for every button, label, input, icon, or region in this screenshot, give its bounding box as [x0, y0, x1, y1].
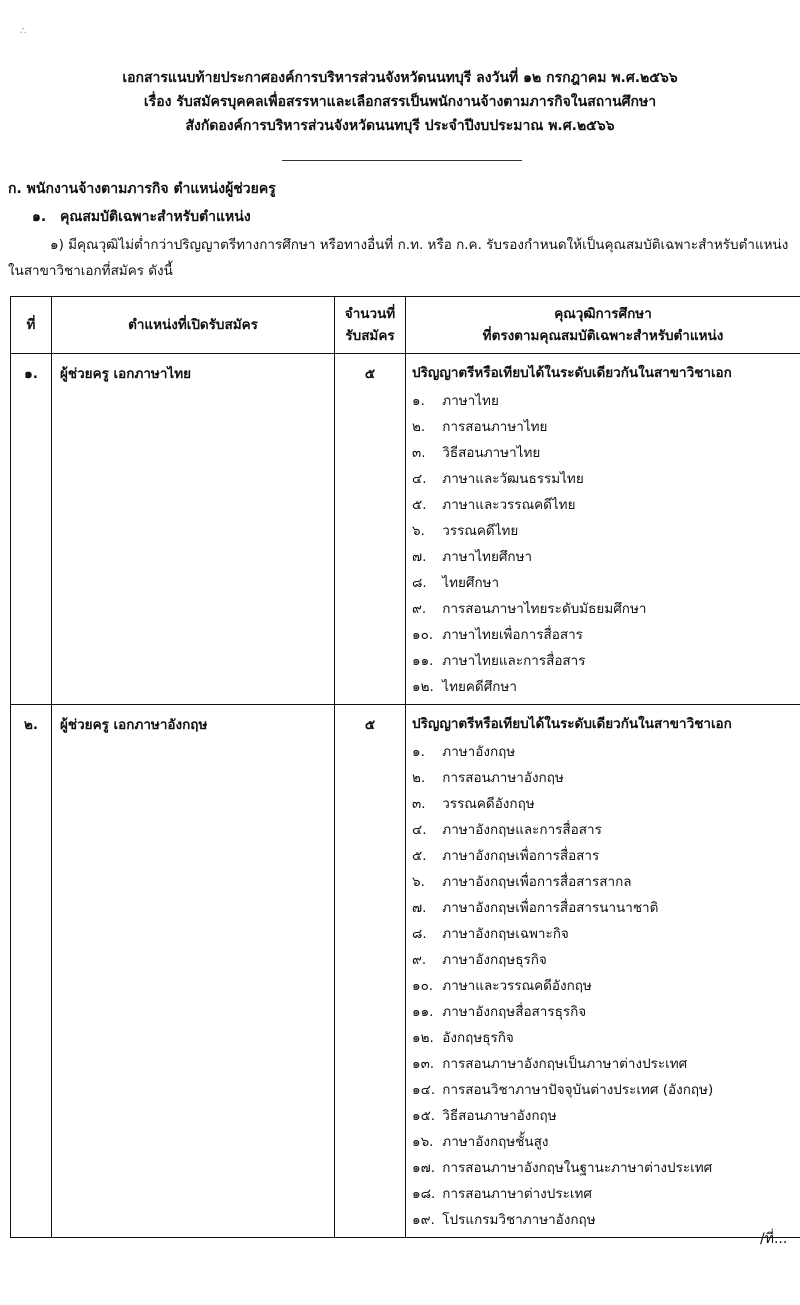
header-qual-line-2: ที่ตรงตามคุณสมบัติเฉพาะสำหรับตำแหน่ง [482, 328, 724, 344]
qualification-item [412, 1181, 796, 1207]
page-continuation: /ที่... [760, 1231, 788, 1247]
qualification-item-number: ๓. [412, 445, 426, 461]
qualification-item [412, 791, 796, 817]
qualification-item-number: ๗. [412, 900, 427, 916]
qualification-item-text: ภาษาอังกฤษและการสื่อสาร [442, 822, 602, 838]
qualification-item [412, 921, 796, 947]
qualification-item-number: ๔. [412, 822, 427, 838]
qualification-heading: ปริญญาตรีหรือเทียบได้ในระดับเดียวกันในสาขาวิชาเอก [412, 365, 732, 381]
qualification-list [412, 388, 796, 700]
qualification-item-text: ภาษาอังกฤษชั้นสูง [442, 1134, 549, 1150]
qualification-item-text: วิธีสอนภาษาไทย [442, 445, 541, 461]
header-line-1: เอกสารแนบท้ายประกาศองค์การบริหารส่วนจังหวัดนนทบุรี ลงวันที่ ๑๒ กรกฎาคม พ.ศ.๒๕๖๖ [122, 70, 678, 86]
qualification-item [412, 466, 796, 492]
qualification-item-number: ๑๔. [412, 1082, 436, 1098]
qualification-item-text: การสอนภาษาอังกฤษ [442, 770, 564, 786]
section-a-heading: ก. พนักงานจ้างตามภารกิจ ตำแหน่งผู้ช่วยครู [8, 181, 276, 197]
qualification-item-number: ๓. [412, 796, 426, 812]
qualification-item-number: ๑๓. [412, 1056, 435, 1072]
row-qualifications [406, 354, 800, 705]
table-header-row [11, 297, 800, 354]
row-count: ๕ [335, 705, 406, 1238]
qualification-item-text: การสอนภาษาอังกฤษเป็นภาษาต่างประเทศ [442, 1056, 688, 1072]
qualification-item [412, 947, 796, 973]
qualification-item-number: ๑๑. [412, 1004, 434, 1020]
qualification-item-text: ภาษาและวัฒนธรรมไทย [442, 471, 584, 487]
qualification-item [412, 622, 796, 648]
qualification-item-text: ภาษาไทยศึกษา [442, 549, 533, 565]
qualification-item [412, 570, 796, 596]
row-number: ๒. [11, 705, 52, 1238]
qualification-item-text: ภาษาไทยเพื่อการสื่อสาร [442, 627, 583, 643]
header-no: ที่ [11, 297, 52, 354]
qualification-item-number: ๑๒. [412, 679, 434, 695]
qualification-item [412, 765, 796, 791]
qualification-item-text: ภาษาอังกฤษเฉพาะกิจ [442, 926, 569, 942]
qualification-item-text: ภาษาอังกฤษสื่อสารธุรกิจ [442, 1004, 587, 1020]
qualification-item-text: วิธีสอนภาษาอังกฤษ [442, 1108, 557, 1124]
qualification-item-number: ๑๗. [412, 1160, 436, 1176]
qualification-item [412, 492, 796, 518]
qualification-item [412, 674, 796, 700]
qualification-item [412, 518, 796, 544]
qualification-item [412, 843, 796, 869]
qualification-heading: ปริญญาตรีหรือเทียบได้ในระดับเดียวกันในสาขาวิชาเอก [412, 716, 732, 732]
qualification-item-text: ภาษาและวรรณคดีอังกฤษ [442, 978, 592, 994]
section-1-number: ๑. [32, 209, 47, 225]
positions-table [10, 296, 800, 1238]
qualification-item [412, 414, 796, 440]
qualification-item [412, 440, 796, 466]
qualification-list [412, 739, 796, 1233]
header-line-3: สังกัดองค์การบริหารส่วนจังหวัดนนทบุรี ประจำปีงบประมาณ พ.ศ.๒๕๖๖ [185, 118, 615, 134]
section-1-heading [32, 206, 251, 228]
qualification-item [412, 973, 796, 999]
qualification-item [412, 895, 796, 921]
qualification-item [412, 596, 796, 622]
row-number: ๑. [11, 354, 52, 705]
header-divider [282, 160, 522, 161]
qualification-item [412, 648, 796, 674]
qualification-item-number: ๑. [412, 744, 425, 760]
qualification-item-text: ภาษาและวรรณคดีไทย [442, 497, 576, 513]
qualification-item-text: การสอนภาษาต่างประเทศ [442, 1186, 592, 1202]
qualification-item-number: ๑๑. [412, 653, 434, 669]
header-count-line-2: รับสมัคร [345, 328, 395, 344]
qualification-item-number: ๑. [412, 393, 425, 409]
qualification-item-text: ภาษาอังกฤษเพื่อการสื่อสารสากล [442, 874, 632, 890]
qualification-item-text: ภาษาไทยและการสื่อสาร [442, 653, 586, 669]
qualification-item [412, 1025, 796, 1051]
qualification-item-text: ภาษาอังกฤษธุรกิจ [442, 952, 547, 968]
header-position: ตำแหน่งที่เปิดรับสมัคร [52, 297, 335, 354]
qualification-item-number: ๒. [412, 770, 426, 786]
qualification-item-text: ภาษาอังกฤษเพื่อการสื่อสารนานาชาติ [442, 900, 659, 916]
qualification-item-text: อังกฤษธุรกิจ [442, 1030, 514, 1046]
qualification-item-text: ภาษาไทย [442, 393, 499, 409]
qualification-item [412, 1155, 796, 1181]
qualification-paragraph: ๑) มีคุณวุฒิไม่ต่ำกว่าปริญญาตรีทางการศึกษา หรือทางอื่นที่ ก.ท. หรือ ก.ค. รับรองกำหนดให้เป็นคุณสมบัติเฉพาะสำหรับตำแหน่งในสาขาวิชาเอกที่สมัคร ดังนี้ [8, 237, 789, 279]
qualification-item-number: ๘. [412, 926, 427, 942]
qualification-item-text: การสอนวิชาภาษาปัจจุบันต่างประเทศ (อังกฤษ) [442, 1082, 714, 1098]
qualification-item [412, 544, 796, 570]
qualification-item-text: วรรณคดีไทย [442, 523, 519, 539]
qualification-item-number: ๘. [412, 575, 427, 591]
qualification-item [412, 388, 796, 414]
qualification-item [412, 869, 796, 895]
qualification-item-text: การสอนภาษาไทย [442, 419, 548, 435]
header-line-2: เรื่อง รับสมัครบุคคลเพื่อสรรหาและเลือกสรรเป็นพนักงานจ้างตามภารกิจในสถานศึกษา [143, 94, 657, 110]
qualification-item-text: โปรแกรมวิชาภาษาอังกฤษ [442, 1212, 596, 1228]
qualification-item-number: ๒. [412, 419, 426, 435]
header-count-line-1: จำนวนที่ [344, 306, 396, 322]
row-qualifications [406, 705, 800, 1238]
table-row [11, 354, 800, 705]
qualification-item-text: วรรณคดีอังกฤษ [442, 796, 535, 812]
qualification-item-number: ๑๕. [412, 1108, 436, 1124]
qualification-item-text: ภาษาอังกฤษเพื่อการสื่อสาร [442, 848, 600, 864]
qualification-item-number: ๙. [412, 952, 427, 968]
qualification-item-number: ๑๙. [412, 1212, 435, 1228]
qualification-item-number: ๕. [412, 497, 427, 513]
qualification-item-number: ๑๘. [412, 1186, 436, 1202]
header-count [335, 297, 406, 354]
document-header [0, 66, 800, 138]
qualification-item-number: ๙. [412, 601, 427, 617]
row-position: ผู้ช่วยครู เอกภาษาอังกฤษ [52, 705, 335, 1238]
row-count: ๕ [335, 354, 406, 705]
qualification-item-number: ๑๐. [412, 978, 434, 994]
qualification-item-number: ๖. [412, 523, 425, 539]
qualification-item-number: ๑๒. [412, 1030, 434, 1046]
qualification-item-number: ๔. [412, 471, 427, 487]
qualification-item [412, 1051, 796, 1077]
table-row [11, 705, 800, 1238]
qualification-item [412, 1129, 796, 1155]
qualification-item [412, 1103, 796, 1129]
qualification-item [412, 739, 796, 765]
qualification-item [412, 1207, 796, 1233]
header-qual-line-1: คุณวุฒิการศึกษา [554, 306, 652, 322]
qualification-item-text: การสอนภาษาอังกฤษในฐานะภาษาต่างประเทศ [442, 1160, 713, 1176]
qualification-item [412, 817, 796, 843]
qualification-item-number: ๖. [412, 874, 425, 890]
qualification-item-text: ไทยศึกษา [442, 575, 500, 591]
qualification-item-number: ๑๖. [412, 1134, 434, 1150]
qualification-item-number: ๑๐. [412, 627, 434, 643]
qualification-item-text: การสอนภาษาไทยระดับมัธยมศึกษา [442, 601, 647, 617]
qualification-item-number: ๗. [412, 549, 427, 565]
section-1-title: คุณสมบัติเฉพาะสำหรับตำแหน่ง [60, 209, 251, 225]
row-position: ผู้ช่วยครู เอกภาษาไทย [52, 354, 335, 705]
qualification-item [412, 999, 796, 1025]
qualification-item-text: ภาษาอังกฤษ [442, 744, 516, 760]
qualification-item-text: ไทยคดีศึกษา [442, 679, 517, 695]
qualification-item [412, 1077, 796, 1103]
header-qualification [406, 297, 800, 354]
scan-speck: ∴ [20, 26, 27, 37]
qualification-item-number: ๕. [412, 848, 427, 864]
